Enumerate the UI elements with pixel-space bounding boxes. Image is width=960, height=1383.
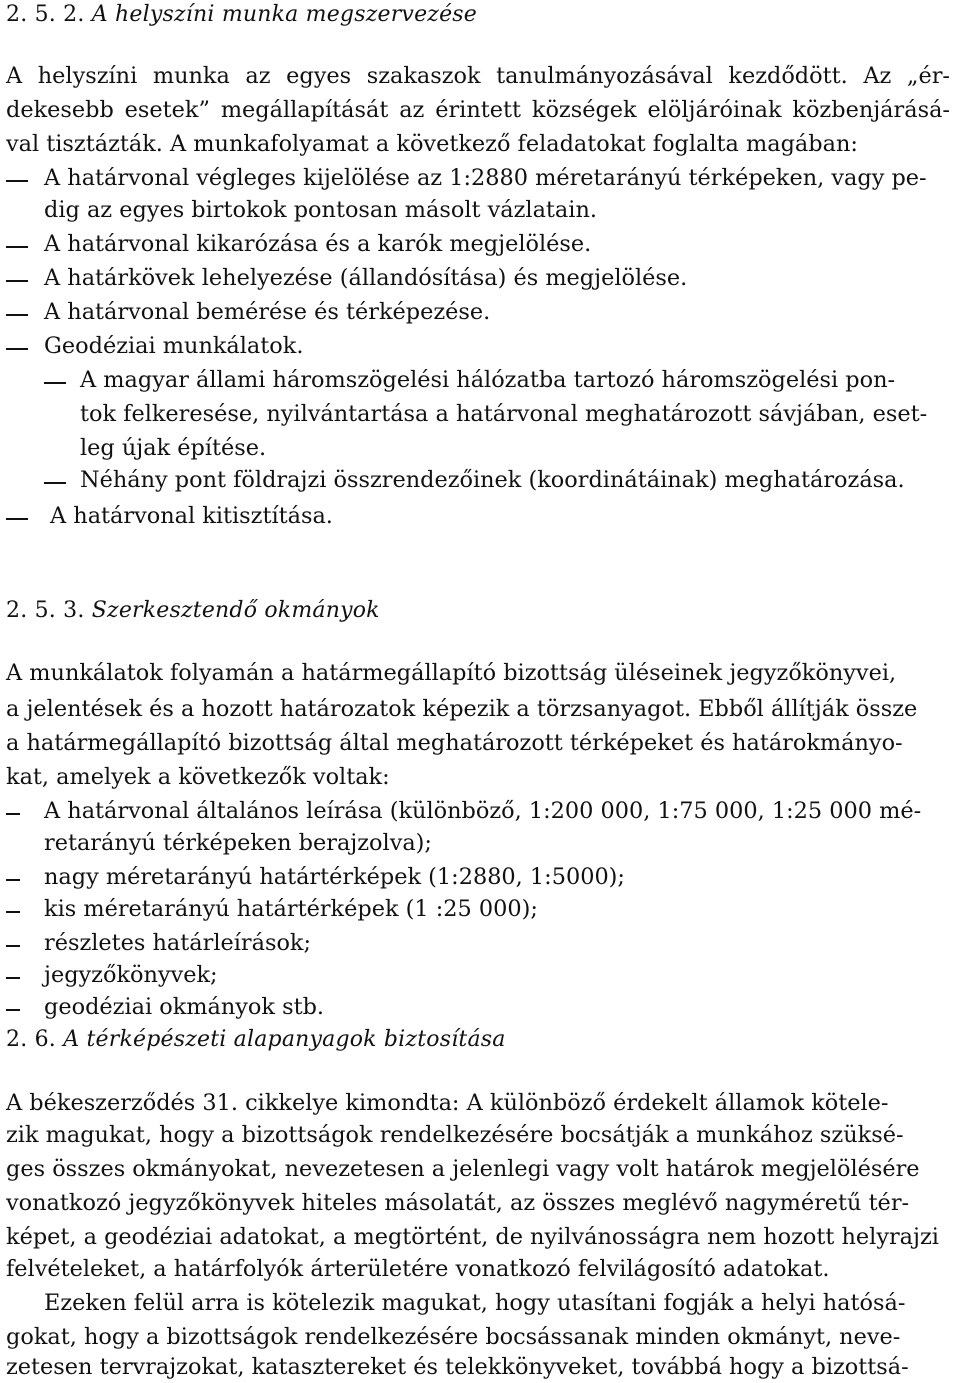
text-line: a határmegállapító bizottság által meghatározott térképeket és határokmányo- — [6, 730, 903, 756]
dash-bullet — [6, 505, 28, 520]
dash-bullet — [44, 469, 66, 484]
list-item-text: A magyar állami háromszögelési hálózatba tartozó háromszögelési pon- — [80, 367, 896, 393]
list-item-text: leg újak építése. — [80, 435, 267, 461]
list-item-text: retarányú térképeken berajzolva); — [44, 830, 432, 856]
text-line: képet, a geodéziai adatokat, a megtörtént, de nyilvánosságra nem hozott helyrajzi — [6, 1224, 939, 1250]
list-item-text: geodéziai okmányok stb. — [44, 994, 325, 1020]
text-line: zik magukat, hogy a bizottságok rendelkezésére bocsátják a munkához szüksé- — [6, 1122, 904, 1148]
text-line: val tisztázták. A munkafolyamat a következő feladatokat foglalta magában: — [6, 131, 858, 157]
text-line: zetesen tervrajzokat, katasztereket és telekkönyveket, továbbá hogy a bizottsá- — [6, 1354, 909, 1380]
list-item-text: Geodéziai munkálatok. — [44, 333, 304, 359]
section-number: 2. 6. — [6, 1027, 56, 1052]
section-title: A térképészeti alapanyagok biztosítása — [63, 1027, 506, 1052]
text-line: a jelentések és a hozott határozatok képezik a törzsanyagot. Ebből állítják össze — [6, 696, 918, 722]
list-item-text: nagy méretarányú határtérképek (1:2880, 1:5000); — [44, 864, 625, 890]
dash-bullet — [6, 898, 20, 913]
section-heading-2-5-3 — [6, 598, 380, 623]
list-item-text: A határvonal kitisztítása. — [50, 503, 333, 529]
section-heading-2-5-2 — [6, 2, 477, 27]
list-item-text: dig az egyes birtokok pontosan másolt vázlatain. — [44, 197, 597, 223]
dash-bullet — [6, 800, 20, 815]
dash-bullet — [44, 369, 66, 384]
list-item-text: A határvonal végleges kijelölése az 1:2880 méretarányú térképeken, vagy pe- — [44, 165, 927, 191]
text-line: dekesebb esetek” megállapítását az érintett községek elöljáróinak közbenjárásá- — [6, 97, 950, 123]
dash-bullet — [6, 335, 28, 350]
dash-bullet — [6, 964, 20, 979]
list-item-text: kis méretarányú határtérképek (1 :25 000); — [44, 896, 538, 922]
text-line: kat, amelyek a következők voltak: — [6, 764, 390, 790]
list-item-text: részletes határleírások; — [44, 930, 312, 956]
text-line: gokat, hogy a bizottságok rendelkezésére bocsássanak minden okmányt, neve- — [6, 1324, 901, 1350]
list-item-text: A határvonal bemérése és térképezése. — [44, 299, 491, 325]
dash-bullet — [6, 866, 20, 881]
section-title: A helyszíni munka megszervezése — [91, 2, 478, 27]
dash-bullet — [6, 301, 28, 316]
list-item-text: tok felkeresése, nyilvántartása a határvonal meghatározott sávjában, eset- — [80, 401, 928, 427]
section-title: Szerkesztendő okmányok — [91, 598, 380, 623]
text-line: felvételeket, a határfolyók árterületére vonatkozó felvilágosító adatokat. — [6, 1256, 830, 1282]
text-line: A békeszerződés 31. cikkelye kimondta: A különböző érdekelt államok kötele- — [6, 1090, 889, 1116]
text-line: Ezeken felül arra is kötelezik magukat, hogy utasítani fogják a helyi hatósá- — [44, 1290, 906, 1316]
dash-bullet — [6, 267, 28, 282]
list-item-text: A határkövek lehelyezése (állandósítása) és megjelölése. — [44, 265, 688, 291]
section-number: 2. 5. 2. — [6, 2, 85, 27]
list-item-text: A határvonal kikarózása és a karók megjelölése. — [44, 231, 592, 257]
section-heading-2-6 — [6, 1027, 506, 1052]
dash-bullet — [6, 932, 20, 947]
list-item-text: Néhány pont földrajzi összrendezőinek (koordinátáinak) meghatározása. — [80, 467, 905, 493]
list-item-text: A határvonal általános leírása (különböző, 1:200 000, 1:75 000, 1:25 000 mé- — [44, 798, 922, 824]
text-line: vonatkozó jegyzőkönyvek hiteles másolatát, az összes meglévő nagyméretű tér- — [6, 1190, 910, 1216]
text-line: A munkálatok folyamán a határmegállapító bizottság üléseinek jegyzőkönyvei, — [6, 660, 897, 686]
dash-bullet — [6, 167, 28, 182]
dash-bullet — [6, 233, 28, 248]
list-item-text: jegyzőkönyvek; — [44, 962, 218, 988]
section-number: 2. 5. 3. — [6, 598, 85, 623]
text-line: A helyszíni munka az egyes szakaszok tanulmányozásával kezdődött. Az „ér- — [6, 63, 950, 89]
text-line: ges összes okmányokat, nevezetesen a jelenlegi vagy volt határok megjelölésére — [6, 1156, 920, 1182]
dash-bullet — [6, 996, 20, 1011]
